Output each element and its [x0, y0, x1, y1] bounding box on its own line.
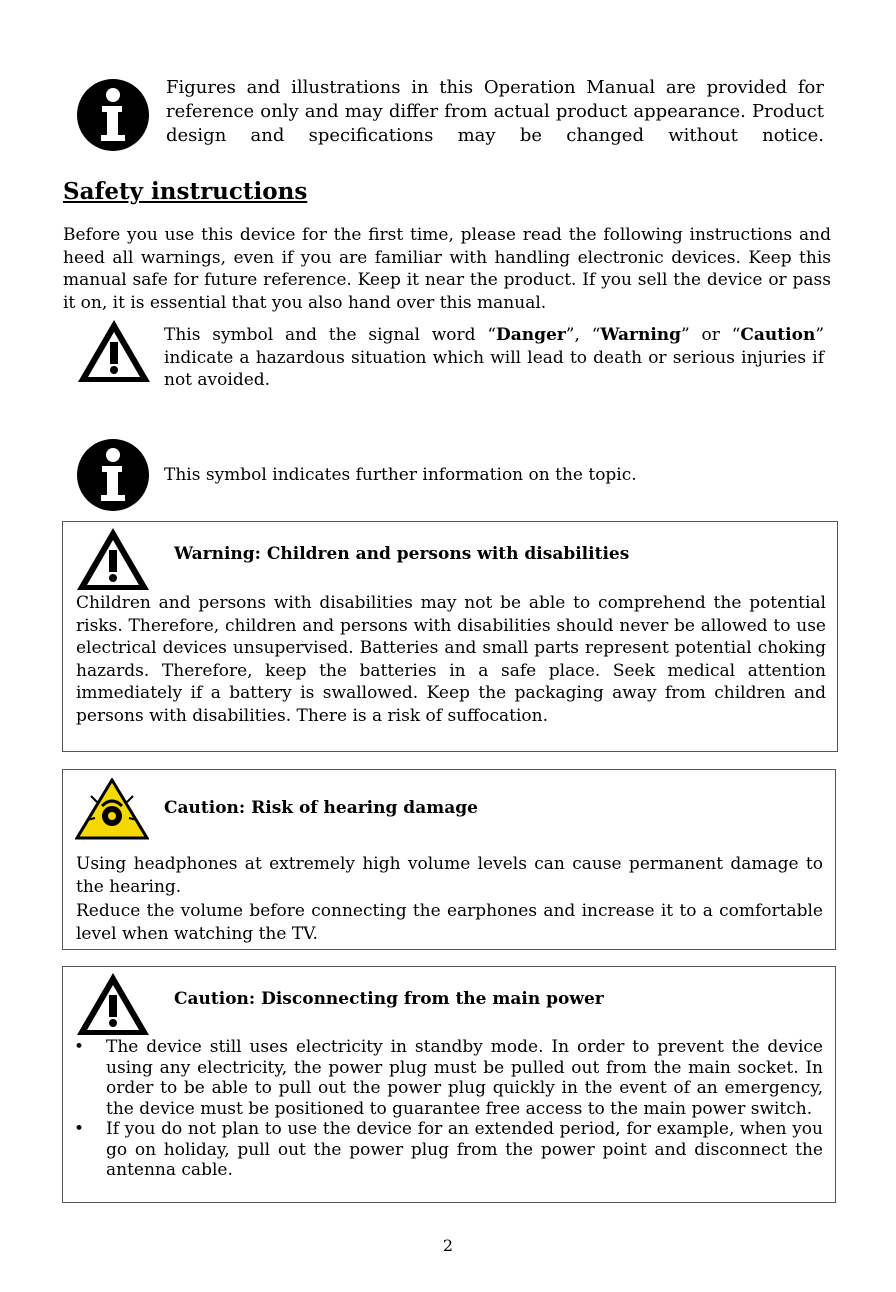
page-number: 2 [442, 1236, 454, 1255]
power-caution-box [62, 966, 836, 1203]
warning-triangle-icon [76, 318, 152, 389]
hearing-caution-box [62, 769, 836, 950]
warning-triangle-icon [75, 526, 151, 597]
page-title: Safety instructions [63, 178, 308, 205]
power-instructions-list [74, 1037, 823, 1181]
hearing-damage-icon [75, 778, 149, 845]
warning-triangle-icon [75, 971, 151, 1042]
box-body: Children and persons with disabilities may not be able to comprehend the potential risks. Therefore, children and persons with disabilities should never be allowed to use electrical devices unsupervised. Batteries and small parts represent potential choking hazards. Therefore, keep the batteries in a safe place. Seek medical attention immediately if a battery is swallowed. Keep the packaging away from children and persons with disabilities. There is a risk of suffocation. [76, 593, 826, 726]
info-icon [76, 438, 150, 517]
box-title: Caution: Disconnecting from the main power [174, 989, 604, 1009]
info-symbol-explanation: This symbol indicates further information on the topic. [164, 465, 637, 485]
info-icon [76, 78, 150, 157]
children-warning-box [62, 521, 838, 752]
reference-note: Figures and illustrations in this Operation Manual are provided for reference only and may differ from actual product appearance. Product design and specifications may be changed without notice. [166, 77, 824, 146]
list-item: • The device still uses electricity in standby mode. In order to prevent the device using any electricity, the power plug must be pulled out from the main socket. In order to be able to pull out the power plug quickly in the event of an emergency, the device must be positioned to guarantee free access to the main power switch. [74, 1037, 823, 1119]
intro-paragraph: Before you use this device for the first time, please read the following instructions and heed all warnings, even if you are familiar with handling electronic devices. Keep this manual safe for future reference. Keep it near the product. If you sell the device or pass it on, it is essential that you also hand over this manual. [63, 225, 831, 313]
warning-symbol-explanation: This symbol and the signal word “Danger”, “Warning” or “Caution” indicate a hazardous situation which will lead to death or serious injuries if not avoided. [164, 325, 825, 390]
box-title: Warning: Children and persons with disabilities [174, 544, 630, 564]
box-title: Caution: Risk of hearing damage [164, 798, 478, 818]
box-body: Using headphones at extremely high volume levels can cause permanent damage to the hearing. [76, 854, 823, 897]
list-item: • If you do not plan to use the device for an extended period, for example, when you go on holiday, pull out the power plug from the power point and disconnect the antenna cable. [74, 1119, 823, 1181]
box-body: Reduce the volume before connecting the earphones and increase it to a comfortable level when watching the TV. [76, 901, 823, 944]
